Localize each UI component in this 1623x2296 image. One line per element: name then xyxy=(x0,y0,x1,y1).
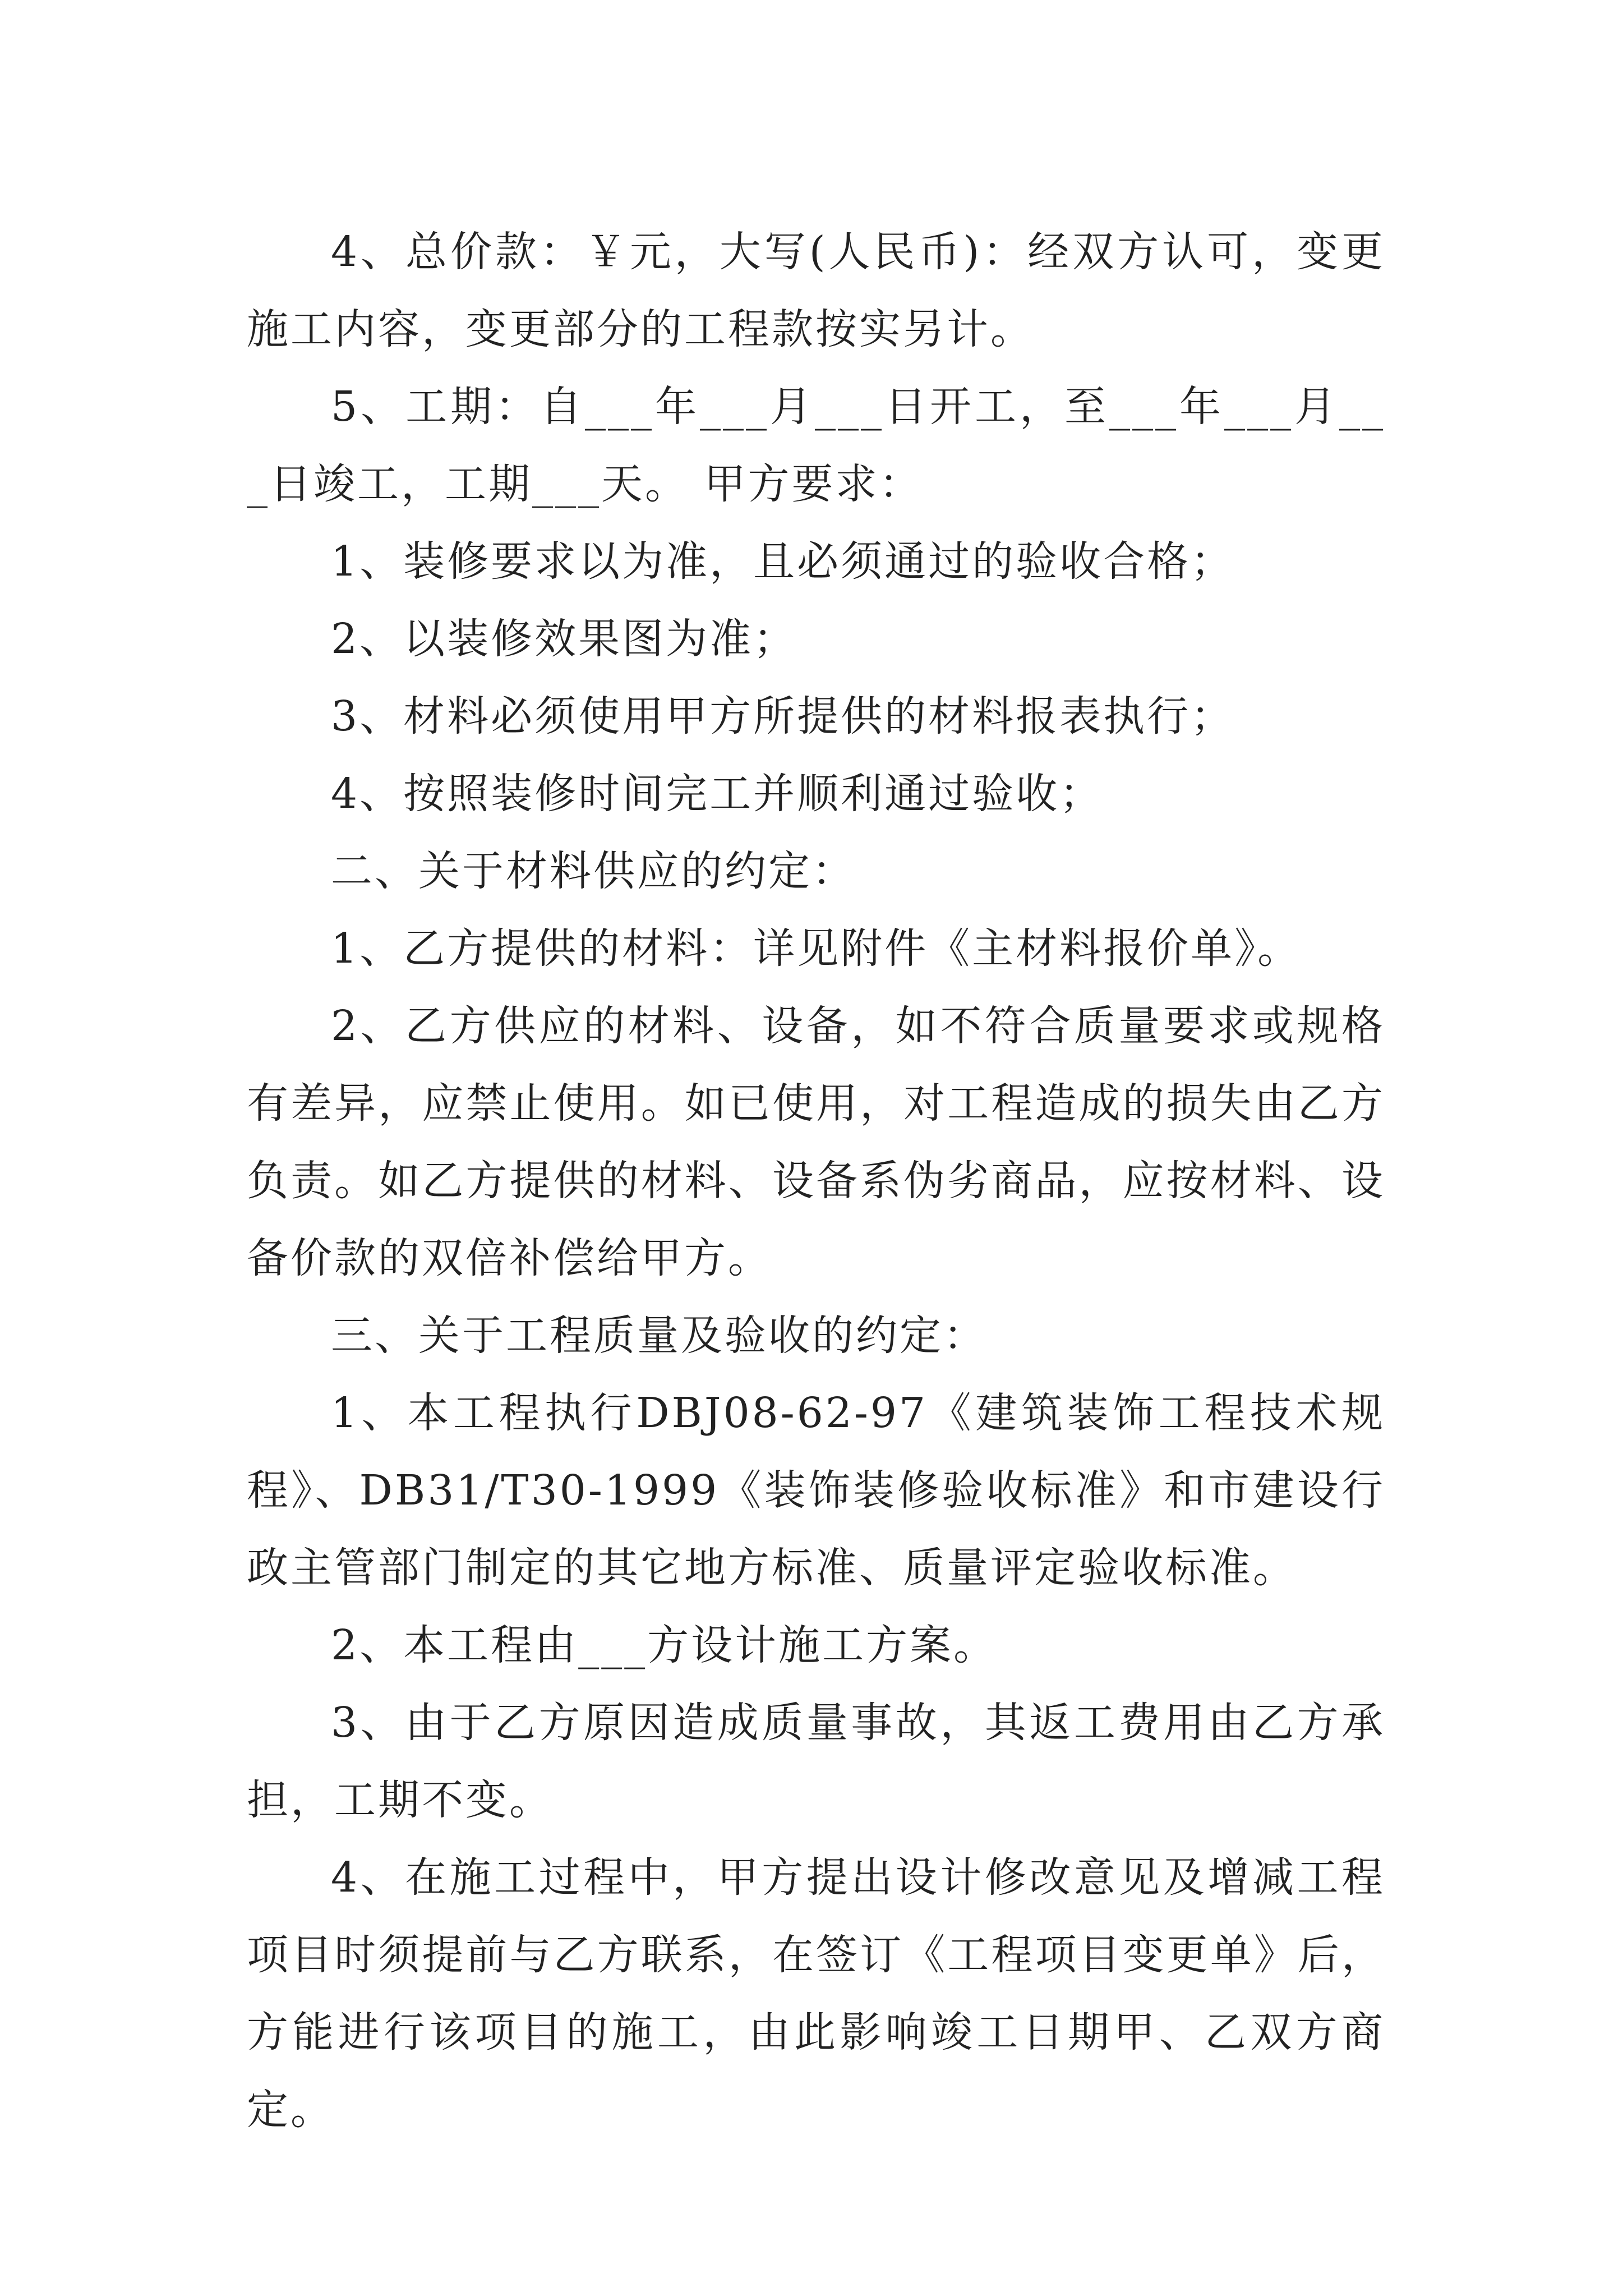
paragraph-total-price: 4、总价款：￥元，大写(人民币)：经双方认可，变更施工内容，变更部分的工程款按实另计。 xyxy=(247,228,1385,353)
paragraph-requirement-2: 2、以装修效果图为准； xyxy=(331,615,797,663)
paragraph-quality-4: 4、在施工过程中，甲方提出设计修改意见及增减工程项目时须提前与乙方联系，在签订《工程项目变更单》后，方能进行该项目的施工，由此影响竣工日期甲、乙双方商定。 xyxy=(247,1853,1385,2134)
paragraph-requirement-4: 4、按照装修时间完工并顺利通过验收； xyxy=(331,770,1104,818)
section-heading-materials: 二、关于材料供应的约定： xyxy=(331,847,856,895)
paragraph-materials-2: 2、乙方供应的材料、设备，如不符合质量要求或规格有差异，应禁止使用。如已使用，对工程造成的损失由乙方负责。如乙方提供的材料、设备系伪劣商品，应按材料、设备价款的双倍补偿给甲方。 xyxy=(247,1002,1385,1282)
paragraph-schedule: 5、工期：自___年___月___日开工，至___年___月___日竣工，工期___天。 甲方要求： xyxy=(247,383,1385,508)
paragraph-requirement-1: 1、装修要求以为准，且必须通过的验收合格； xyxy=(331,537,1235,586)
paragraph-quality-1: 1、本工程执行DBJ08-62-97《建筑装饰工程技术规程》、DB31/T30-1999《装饰装修验收标准》和市建设行政主管部门制定的其它地方标准、质量评定验收标准。 xyxy=(247,1389,1385,1592)
paragraph-requirement-3: 3、材料必须使用甲方所提供的材料报表执行； xyxy=(331,692,1235,740)
paragraph-materials-1: 1、乙方提供的材料：详见附件《主材料报价单》。 xyxy=(331,924,1302,973)
document-body xyxy=(247,213,1385,2148)
paragraph-quality-3: 3、由于乙方原因造成质量事故，其返工费用由乙方承担，工期不变。 xyxy=(247,1699,1385,1824)
section-heading-quality: 三、关于工程质量及验收的约定： xyxy=(331,1312,987,1360)
paragraph-quality-2: 2、本工程由___方设计施工方案。 xyxy=(331,1621,998,1669)
